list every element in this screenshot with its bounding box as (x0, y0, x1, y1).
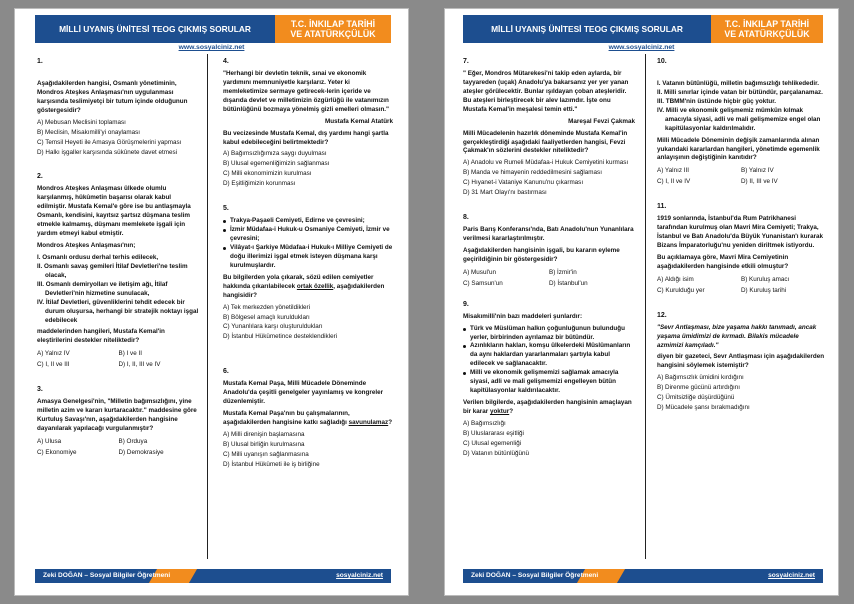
question-stem: Mustafa Kemal Paşa, Milli Mücadele Döneminde Anadolu'da çeşitli genelgeler yayınlamış ve kongreler düzenlemiştir. (223, 380, 384, 406)
footer-website[interactable]: sosyalciniz.net (768, 572, 815, 579)
question-6 (223, 367, 393, 469)
bullet-item: Trakya-Paşaeli Cemiyeti, Edirne ve çevresini; (223, 217, 393, 226)
option-d: D) Demokrasiye (118, 448, 164, 456)
quote-text: "Sevr Antlaşması, bize yaşama hakkı tanımadı, ancak yaşama ümidimizi de kırmadı. Bilakis mücadele azmimizi kamçıladı." (657, 323, 817, 349)
list-item: III. Osmanlı demiryolları ve iletişim ağı, İtilaf Devletleri'nin hizmetine sunulacak, (37, 280, 168, 297)
question-number: 3. (37, 386, 43, 394)
header-title: MİLLİ UYANIŞ ÜNİTESİ TEOG ÇIKMIŞ SORULAR (59, 24, 251, 34)
option-c: C) Milli uyanışın sağlanmasına (223, 450, 309, 458)
option-grid (657, 275, 825, 297)
option-grid (657, 166, 825, 188)
column-divider (645, 54, 646, 559)
header-bar (463, 15, 823, 43)
option-b: B) Kuruluş amacı (741, 275, 790, 283)
option-b: B) Ulusal egemenliğimizin sağlanması (223, 160, 330, 168)
question-7 (463, 57, 635, 198)
item-list (37, 254, 200, 326)
header-website[interactable]: www.sosyalciniz.net (178, 44, 245, 51)
column-divider (207, 54, 208, 559)
bullet-item: Türk ve Müslüman halkın çoğunluğunun bulunduğu yerler, birbirinden ayrılamaz bir bütündür. (463, 325, 635, 343)
option-a: A) Yalnız IV (37, 350, 70, 358)
footer-author: Zeki DOĞAN – Sosyal Bilgiler Öğretmeni (43, 572, 171, 579)
quote-author: Mareşal Fevzi Çakmak (568, 117, 635, 125)
question-number: 9. (463, 300, 469, 308)
question-10 (657, 57, 825, 188)
column-right (223, 57, 393, 471)
footer-website[interactable]: sosyalciniz.net (336, 572, 383, 579)
option-b: B) Direnme gücünü artırdığını (657, 384, 740, 392)
quote-text: "Herhangi bir devletin teknik, sınai ve ekonomik yardımını memnuniyetle karşılarız. Yeter ki memleketimize sermaye getirecek-lerin içeride ve dışarıda devlet ve milletimizin özgürlüğü ile vatanımızın bütünlüğünü bozmaya yönelmiş gizli emelleri olmasın." (223, 69, 390, 113)
page-left (14, 8, 409, 596)
column-left (37, 57, 200, 459)
question-4 (223, 57, 393, 189)
header-title: MİLLİ UYANIŞ ÜNİTESİ TEOG ÇIKMIŞ SORULAR (491, 24, 683, 34)
option-c: C) I, II ve III (37, 361, 70, 369)
option-c: C) Ümitsizliğe düşürdüğünü (657, 394, 735, 402)
question-text: Bu açıklamaya göre, Mavri Mira Cemiyetinin aşağıdakilerden hangisinde etkili olmuştur? (657, 253, 789, 270)
option-c: C) I, II ve IV (657, 178, 691, 186)
option-b: B) Manda ve himayenin reddedilmesini sağlaması (463, 169, 602, 177)
question-stem: Misakımilli'nin bazı maddeleri şunlardır: (463, 312, 583, 320)
question-number: 6. (223, 368, 229, 376)
question-number: 5. (223, 205, 229, 213)
option-grid (37, 349, 200, 371)
option-b: B) Ulusal birliğin kurulmasına (223, 440, 305, 448)
option-a: A) Yalnız III (657, 167, 689, 175)
item-list (657, 80, 825, 134)
question-1 (37, 57, 200, 157)
option-b: B) İzmir'in (549, 268, 577, 276)
option-d: D) II, III ve IV (741, 178, 778, 186)
question-text: maddelerinden hangileri, Mustafa Kemal'in eleştirilerini destekler niteliktedir? (37, 328, 165, 345)
page-right (444, 8, 839, 596)
question-number: 7. (463, 58, 469, 65)
option-c: C) Ekonomiye (37, 448, 77, 456)
option-c: C) Hıyanet-i Vataniye Kanunu'nu çıkarması (463, 179, 584, 187)
option-a: A) Bağımsızlığı (463, 419, 506, 427)
option-a: A) Tek merkezden yönetildikleri (223, 303, 311, 311)
option-a: A) Musul'un (463, 268, 497, 276)
option-d: D) İstanbul Hükümeti ile iş birliğine (223, 460, 320, 468)
list-item: III. TBMM'nin üstünde hiçbir güç yoktur. (657, 97, 777, 105)
header-subject: T.C. İNKILAP TARİHİ VE ATATÜRKÇÜLÜK (711, 15, 823, 43)
option-c: C) Temsil Heyeti ile Amasya Görüşmelerini yapması (37, 138, 182, 146)
question-number: 1. (37, 58, 43, 65)
option-c: C) Yunanlılara karşı oluşturuldukları (223, 323, 323, 331)
option-d: D) I, II, III ve IV (118, 361, 161, 369)
question-text: Mustafa Kemal Paşa'nın bu çalışmalarının, aşağıdakilerden hangisine katkı sağladığı savunulamaz? (223, 410, 393, 426)
option-d: D) Kuruluş tarihi (741, 286, 787, 294)
option-a: A) Ulusa (37, 437, 62, 445)
question-number: 8. (463, 214, 469, 222)
option-c: C) Ulusal egemenliği (463, 439, 522, 447)
option-a: A) Mebusan Meclisini toplaması (37, 118, 126, 126)
question-12 (657, 311, 825, 413)
option-c: C) Kurulduğu yer (657, 286, 705, 294)
question-text: Bu bilgilerden yola çıkarak, sözü edilen cemiyetler hakkında çıkarılabilecek ortak özellik, aşağıdakilerden hangisidir? (223, 273, 385, 299)
option-d: D) Eşitliğimizin korunması (223, 180, 296, 188)
option-d: D) Mücadele şansı bırakmadığını (657, 404, 750, 412)
option-b: B) Bölgesel amaçlı kuruldukları (223, 313, 310, 321)
option-b: B) I ve II (118, 350, 142, 358)
question-text: Bu vecizesinde Mustafa Kemal, dış yardımı hangi şartla kabul edebileceğini belirtmektedir? (223, 129, 389, 146)
question-11 (657, 202, 825, 296)
option-b: B) Yalnız IV (741, 167, 774, 175)
option-d: D) Halkı işgaller karşısında sükûnete davet etmesi (37, 148, 177, 156)
option-d: D) İstanbul'un (549, 279, 588, 287)
question-text: Milli Mücadele Döneminin değişik zamanlarında alınan yukarıdaki kararlardan hangileri, yönetimde egemenlik anlayışının değiştiğinin kanıtıdır? (657, 136, 820, 162)
option-b: B) Orduya (118, 437, 148, 445)
column-right (657, 57, 825, 414)
question-number: 4. (223, 58, 229, 65)
question-stem: Amasya Genelgesi'nin, "Milletin bağımsızlığını, yine milletin azim ve kararı kurtaracaktır." maddesine göre Kurtuluş Savaşı'nın, aşağıdakilerden hangisine dayanılarak yapılacağı vurgulanmıştır? (37, 398, 197, 432)
question-3 (37, 385, 200, 459)
header-subject: T.C. İNKILAP TARİHİ VE ATATÜRKÇÜLÜK (275, 15, 391, 43)
column-left (463, 57, 635, 460)
option-grid (463, 268, 635, 290)
option-a: A) Aldığı isim (657, 275, 694, 283)
header-bar (35, 15, 391, 43)
footer-bar (463, 569, 823, 583)
list-item: IV. İtilaf Devletleri, güvenliklerini tehdit edecek bir durum oluşursa, herhangi bir stratejik noktayı işgal edebilecek (37, 298, 199, 324)
list-item: I. Vatanın bütünlüğü, milletin bağımsızlığı tehlikededir. (657, 79, 819, 87)
quote-author: Mustafa Kemal Atatürk (325, 117, 393, 125)
bullet-item: Vilâyat-ı Şarkiye Müdafaa-i Hukuk-ı Milliye Cemiyeti de doğu illerimizi işgal etmek isteyen düşmana karşı kurulmuşlardır. (223, 244, 393, 271)
option-d: D) Vatanın bütünlüğünü (463, 449, 530, 457)
question-text: Aşağıdakilerden hangisinin işgali, bu kararın eyleme geçirildiğinin bir göstergesidir? (463, 246, 620, 263)
question-2 (37, 172, 200, 371)
footer-bar (35, 569, 391, 583)
option-d: D) 31 Mart Olayı'nı bastırması (463, 189, 547, 197)
question-number: 10. (657, 58, 667, 65)
option-d: D) İstanbul Hükümetince desteklendikleri (223, 333, 338, 341)
question-stem: Mondros Ateşkes Anlaşması ülkede olumlu karşılanmış, hükûmetin başarısı olarak kabul edilmiştir. Mustafa Kemal'e göre ise bu antlaşmayla Osmanlı, kendisini, kayıtsız şartsız düşmana teslim etmekle kalmamış, düşmanı memlekete işgali için yardım etmeyi kabul etmiştir. (37, 185, 191, 238)
question-number: 2. (37, 173, 43, 181)
list-item: I. Osmanlı ordusu derhal terhis edilecek, (37, 253, 159, 261)
option-a: A) Milli direnişin başlamasına (223, 430, 305, 438)
bullet-item: İzmir Müdafaa-i Hukuk-u Osmaniye Cemiyeti, İzmir ve çevresini; (223, 226, 393, 244)
quote-text: " Eğer, Mondros Mütarekesi'ni takip eden aylarda, bir tayyareden (uçak) Anadolu'ya bakarsanız yer yer yanan ateşler görülecektir. Bunlar ışıldayan çoban ateşleridir. Bu ateşleri birleştirecek bir alev lazımdır. İşte onu Mustafa Kemal'in meşalesi temin etti." (463, 69, 629, 113)
list-item: II. Osmanlı savaş gemileri İtilaf Devletleri'ne teslim olacak, (37, 262, 188, 279)
header-website[interactable]: www.sosyalciniz.net (608, 44, 675, 51)
question-stem: 1919 sonlarında, İstanbul'da Rum Patrikhanesi tarafından kurulmuş olan Mavri Mira Cemiyeti; Trakya, İstanbul ve Batı Anadolu'da Büyük Yunanistan'ı kurarak Bizans İmparatorluğu'nu yeniden diriltmek istiyordu. (657, 215, 824, 249)
bullet-item: Azınlıkların hakları, komşu ülkelerdeki Müslümanların da aynı haklardan yararlanmaları şartıyla kabul edilecek ve sağlanacaktır. (463, 342, 635, 369)
question-number: 12. (657, 311, 667, 319)
question-stem: Aşağıdakilerden hangisi, Osmanlı yönetiminin, Mondros Ateşkes Anlaşması'nın uygulanması karşısında teslimiyetçi bir tutum içinde olduğunun göstergesidir? (37, 79, 188, 114)
question-text: Verilen bilgilerde, aşağıdakilerden hangisinin amaçlayan bir karar yoktur? (463, 399, 632, 415)
option-b: B) Meclisin, Misakımilli'yi onaylaması (37, 128, 141, 136)
question-text: Milli Mücadelenin hazırlık döneminde Mustafa Kemal'in gerçekleştirdiği aşağıdaki faaliyetlerden hangisi, Fevzi Çakmak'ın sözlerini destekler niteliktedir? (463, 129, 628, 155)
option-b: B) Uluslararası eşitliği (463, 429, 524, 437)
option-a: A) Anadolu ve Rumeli Müdafaa-i Hukuk Cemiyetini kurması (463, 159, 629, 167)
question-number: 11. (657, 203, 667, 211)
question-text: diyen bir gazeteci, Sevr Antlaşması için aşağıdakilerden hangisini söylemek istemiştir? (657, 353, 825, 370)
question-5 (223, 204, 393, 342)
list-item: II. Milli sınırlar içinde vatan bir bütündür, parçalanamaz. (657, 88, 823, 96)
footer-author: Zeki DOĞAN – Sosyal Bilgiler Öğretmeni (471, 572, 599, 579)
list-item: IV. Milli ve ekonomik gelişmemiz mümkün kılmak amacıyla siyasi, adli ve mali gelişmemize engel olan kapitülasyonlar kaldırılmalıdır. (657, 106, 821, 132)
option-a: A) Bağımsızlık ümidini kırdığını (657, 374, 744, 382)
question-8 (463, 213, 635, 290)
bullet-item: Milli ve ekonomik gelişmemizi sağlamak amacıyla siyasi, adli ve mali gelişmemizi engelleyen bütün kapitülasyonlar kaldırılacaktır. (463, 369, 635, 396)
option-a: A) Bağımsızlığımıza saygı duyulması (223, 150, 327, 158)
question-stem: Paris Barış Konferansı'nda, Batı Anadolu'nun Yunanlılara verilmesi kararlaştırılmıştır. (463, 226, 634, 242)
option-c: C) Samsun'un (463, 279, 503, 287)
question-9 (463, 300, 635, 459)
option-c: C) Milli ekonomimizin kurulması (223, 170, 312, 178)
question-stem-2: Mondros Ateşkes Anlaşması'nın; (37, 242, 136, 249)
option-grid (37, 437, 200, 459)
